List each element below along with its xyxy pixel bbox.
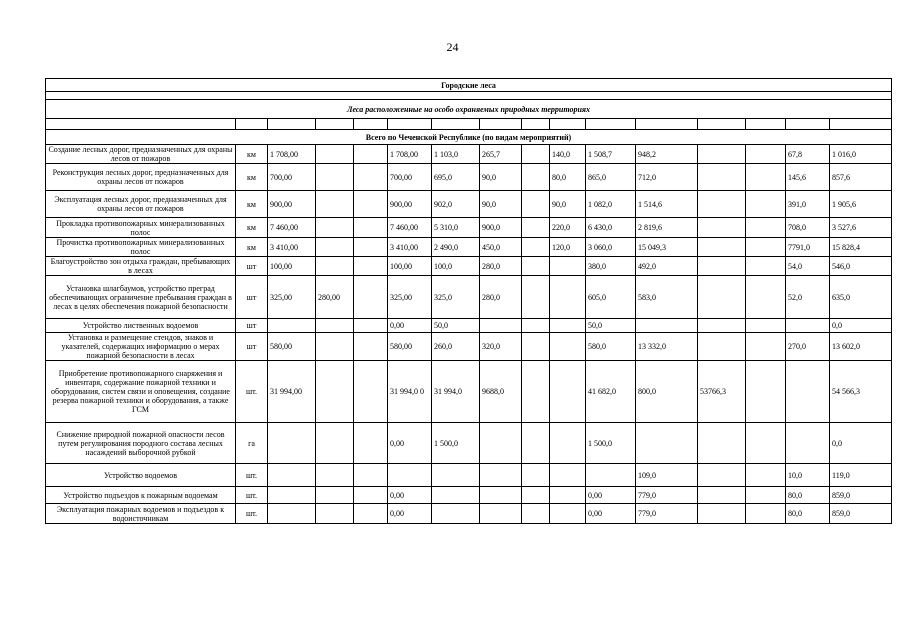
value-cell: 0,0 <box>830 319 892 333</box>
value-cell <box>550 361 586 423</box>
value-cell <box>354 276 388 319</box>
value-cell: 712,0 <box>636 164 698 191</box>
value-cell: 280,00 <box>316 276 354 319</box>
activity-name: Устройство подъездов к пожарным водоемам <box>46 487 236 504</box>
value-cell: 1 508,7 <box>586 145 636 164</box>
value-cell <box>354 333 388 361</box>
value-cell: 53766,3 <box>698 361 746 423</box>
value-cell <box>698 145 746 164</box>
value-cell <box>316 238 354 257</box>
value-cell <box>522 238 550 257</box>
value-cell <box>268 319 316 333</box>
value-cell <box>316 333 354 361</box>
value-cell <box>698 487 746 504</box>
value-cell <box>432 487 480 504</box>
value-cell: 1 082,0 <box>586 191 636 218</box>
value-cell: 1 708,00 <box>268 145 316 164</box>
value-cell <box>354 504 388 524</box>
activity-name: Установка шлагбаумов, устройство преград обеспечивающих ограничение пребывания граждан в лесах в целях обеспечения пожарной безопасности <box>46 276 236 319</box>
value-cell <box>316 145 354 164</box>
value-cell <box>698 276 746 319</box>
value-cell <box>746 164 786 191</box>
value-cell: 546,0 <box>830 257 892 276</box>
value-cell <box>522 218 550 238</box>
unit-cell: шт. <box>236 504 268 524</box>
value-cell: 10,0 <box>786 464 830 487</box>
value-cell: 3 060,0 <box>586 238 636 257</box>
value-cell: 800,0 <box>636 361 698 423</box>
unit-cell: км <box>236 238 268 257</box>
value-cell <box>354 257 388 276</box>
unit-cell: км <box>236 164 268 191</box>
value-cell <box>786 319 830 333</box>
value-cell: 605,0 <box>586 276 636 319</box>
value-cell <box>316 423 354 464</box>
value-cell <box>522 487 550 504</box>
value-cell <box>698 504 746 524</box>
value-cell <box>786 361 830 423</box>
value-cell <box>268 423 316 464</box>
value-cell <box>698 257 746 276</box>
activity-name: Благоустройство зон отдыха граждан, пребывающих в лесах <box>46 257 236 276</box>
value-cell: 90,0 <box>480 164 522 191</box>
activity-name: Снижение природной пожарной опасности лесов путем регулирования породного состава лесных насаждений выборочной рубкой <box>46 423 236 464</box>
section-title: Всего по Чеченской Республике (по видам мероприятий) <box>46 130 892 145</box>
value-cell: 15 049,3 <box>636 238 698 257</box>
value-cell <box>746 333 786 361</box>
value-cell: 90,0 <box>550 191 586 218</box>
value-cell <box>746 423 786 464</box>
value-cell: 100,00 <box>268 257 316 276</box>
value-cell: 325,0 <box>432 276 480 319</box>
value-cell <box>550 276 586 319</box>
unit-cell: шт. <box>236 487 268 504</box>
value-cell: 391,0 <box>786 191 830 218</box>
value-cell <box>316 361 354 423</box>
unit-cell: шт <box>236 276 268 319</box>
value-cell <box>316 257 354 276</box>
blank-row <box>46 92 892 100</box>
unit-cell: км <box>236 145 268 164</box>
value-cell <box>746 191 786 218</box>
value-cell: 3 410,00 <box>388 238 432 257</box>
value-cell: 3 527,6 <box>830 218 892 238</box>
value-cell <box>550 504 586 524</box>
value-cell <box>698 464 746 487</box>
value-cell: 80,0 <box>786 504 830 524</box>
value-cell: 15 828,4 <box>830 238 892 257</box>
value-cell: 700,00 <box>388 164 432 191</box>
value-cell: 900,00 <box>388 191 432 218</box>
value-cell: 380,0 <box>586 257 636 276</box>
value-cell <box>698 238 746 257</box>
value-cell <box>480 504 522 524</box>
value-cell: 0,00 <box>586 487 636 504</box>
value-cell <box>522 319 550 333</box>
value-cell <box>746 361 786 423</box>
value-cell <box>480 319 522 333</box>
value-cell: 3 410,00 <box>268 238 316 257</box>
value-cell: 0,00 <box>388 504 432 524</box>
value-cell: 779,0 <box>636 504 698 524</box>
empty-header-row <box>46 119 892 130</box>
value-cell <box>550 333 586 361</box>
table-row <box>46 164 892 191</box>
value-cell: 1 500,0 <box>586 423 636 464</box>
value-cell: 13 332,0 <box>636 333 698 361</box>
value-cell: 1 016,0 <box>830 145 892 164</box>
value-cell <box>636 423 698 464</box>
value-cell <box>388 464 432 487</box>
value-cell <box>268 504 316 524</box>
unit-cell: шт <box>236 257 268 276</box>
unit-cell: га <box>236 423 268 464</box>
activity-name: Устройство водоемов <box>46 464 236 487</box>
value-cell <box>746 145 786 164</box>
value-cell: 80,0 <box>786 487 830 504</box>
value-cell <box>354 218 388 238</box>
unit-cell: км <box>236 218 268 238</box>
value-cell: 7 460,00 <box>388 218 432 238</box>
table-row <box>46 361 892 423</box>
value-cell: 865,0 <box>586 164 636 191</box>
table-subtitle: Леса расположенные на особо охраняемых природных территориях <box>46 100 892 119</box>
value-cell <box>746 504 786 524</box>
value-cell <box>586 464 636 487</box>
value-cell <box>746 276 786 319</box>
value-cell <box>354 238 388 257</box>
value-cell: 7 460,00 <box>268 218 316 238</box>
value-cell: 31 994,00 <box>268 361 316 423</box>
value-cell: 119,0 <box>830 464 892 487</box>
value-cell: 450,0 <box>480 238 522 257</box>
value-cell <box>268 487 316 504</box>
table-title: Городские леса <box>46 79 892 92</box>
value-cell: 857,6 <box>830 164 892 191</box>
value-cell <box>480 487 522 504</box>
value-cell <box>746 319 786 333</box>
value-cell <box>522 423 550 464</box>
table-row <box>46 464 892 487</box>
value-cell <box>316 487 354 504</box>
value-cell <box>522 276 550 319</box>
value-cell <box>550 423 586 464</box>
value-cell: 31 994,0 <box>432 361 480 423</box>
value-cell: 948,2 <box>636 145 698 164</box>
value-cell: 50,0 <box>432 319 480 333</box>
value-cell <box>698 319 746 333</box>
table-row <box>46 276 892 319</box>
value-cell: 700,00 <box>268 164 316 191</box>
unit-cell: шт. <box>236 464 268 487</box>
activity-name: Реконструкция лесных дорог, предназначенных для охраны лесов от пожаров <box>46 164 236 191</box>
value-cell: 220,0 <box>550 218 586 238</box>
value-cell <box>550 464 586 487</box>
value-cell <box>432 464 480 487</box>
value-cell: 52,0 <box>786 276 830 319</box>
activity-name: Прочистка противопожарных минерализованных полос <box>46 238 236 257</box>
table-row <box>46 145 892 164</box>
activity-name: Прокладка противопожарных минерализованных полос <box>46 218 236 238</box>
value-cell: 100,0 <box>432 257 480 276</box>
value-cell: 1 500,0 <box>432 423 480 464</box>
value-cell <box>316 464 354 487</box>
value-cell: 0,00 <box>586 504 636 524</box>
value-cell <box>746 218 786 238</box>
value-cell <box>480 464 522 487</box>
value-cell: 54 566,3 <box>830 361 892 423</box>
value-cell: 0,00 <box>388 487 432 504</box>
value-cell: 120,0 <box>550 238 586 257</box>
value-cell: 280,0 <box>480 276 522 319</box>
value-cell: 5 310,0 <box>432 218 480 238</box>
activity-name: Установка и размещение стендов, знаков и указателей, содержащих информацию о мерах пожарной безопасности в лесах <box>46 333 236 361</box>
value-cell: 13 602,0 <box>830 333 892 361</box>
value-cell: 708,0 <box>786 218 830 238</box>
unit-cell: шт <box>236 333 268 361</box>
value-cell <box>432 504 480 524</box>
value-cell: 41 682,0 <box>586 361 636 423</box>
value-cell: 2 490,0 <box>432 238 480 257</box>
unit-cell: шт. <box>236 361 268 423</box>
value-cell: 902,0 <box>432 191 480 218</box>
value-cell: 859,0 <box>830 487 892 504</box>
value-cell: 325,00 <box>388 276 432 319</box>
value-cell <box>354 464 388 487</box>
unit-cell: км <box>236 191 268 218</box>
value-cell: 779,0 <box>636 487 698 504</box>
table-row <box>46 238 892 257</box>
value-cell <box>522 361 550 423</box>
table-row <box>46 191 892 218</box>
value-cell: 140,0 <box>550 145 586 164</box>
value-cell <box>636 319 698 333</box>
value-cell <box>522 333 550 361</box>
forest-measures-table <box>45 78 892 524</box>
value-cell <box>316 164 354 191</box>
value-cell <box>522 464 550 487</box>
value-cell <box>354 361 388 423</box>
value-cell: 7791,0 <box>786 238 830 257</box>
value-cell: 265,7 <box>480 145 522 164</box>
value-cell: 145,6 <box>786 164 830 191</box>
table-row <box>46 319 892 333</box>
value-cell <box>550 487 586 504</box>
value-cell: 900,00 <box>268 191 316 218</box>
value-cell: 260,0 <box>432 333 480 361</box>
value-cell <box>268 464 316 487</box>
value-cell: 859,0 <box>830 504 892 524</box>
value-cell: 492,0 <box>636 257 698 276</box>
value-cell: 80,0 <box>550 164 586 191</box>
value-cell: 90,0 <box>480 191 522 218</box>
value-cell <box>698 191 746 218</box>
value-cell <box>746 238 786 257</box>
table-row <box>46 423 892 464</box>
value-cell <box>354 164 388 191</box>
value-cell <box>316 504 354 524</box>
value-cell: 580,0 <box>586 333 636 361</box>
value-cell <box>316 191 354 218</box>
value-cell: 54,0 <box>786 257 830 276</box>
value-cell <box>746 487 786 504</box>
value-cell: 1 905,6 <box>830 191 892 218</box>
activity-name: Создание лесных дорог, предназначенных для охраны лесов от пожаров <box>46 145 236 164</box>
value-cell: 900,0 <box>480 218 522 238</box>
value-cell: 320,0 <box>480 333 522 361</box>
value-cell <box>786 423 830 464</box>
value-cell: 109,0 <box>636 464 698 487</box>
value-cell: 6 430,0 <box>586 218 636 238</box>
value-cell <box>522 145 550 164</box>
value-cell <box>746 464 786 487</box>
value-cell: 1 103,0 <box>432 145 480 164</box>
value-cell: 270,0 <box>786 333 830 361</box>
table-row <box>46 257 892 276</box>
value-cell <box>316 218 354 238</box>
value-cell <box>316 319 354 333</box>
value-cell: 580,00 <box>268 333 316 361</box>
activity-name: Приобретение противопожарного снаряжения и инвентаря, содержание пожарной техники и оборудования, систем связи и оповещения, создание резерва пожарной техники и оборудования, а также ГСМ <box>46 361 236 423</box>
value-cell: 2 819,6 <box>636 218 698 238</box>
value-cell: 31 994,0 0 <box>388 361 432 423</box>
value-cell: 0,0 <box>830 423 892 464</box>
value-cell <box>698 423 746 464</box>
value-cell <box>698 333 746 361</box>
value-cell <box>354 423 388 464</box>
value-cell <box>480 423 522 464</box>
unit-cell: шт <box>236 319 268 333</box>
value-cell <box>746 257 786 276</box>
value-cell: 0,00 <box>388 319 432 333</box>
value-cell <box>522 504 550 524</box>
value-cell: 325,00 <box>268 276 316 319</box>
value-cell: 1 514,6 <box>636 191 698 218</box>
value-cell <box>522 191 550 218</box>
value-cell <box>698 164 746 191</box>
table-row <box>46 487 892 504</box>
value-cell <box>522 164 550 191</box>
value-cell: 50,0 <box>586 319 636 333</box>
value-cell <box>698 218 746 238</box>
value-cell: 100,00 <box>388 257 432 276</box>
value-cell <box>522 257 550 276</box>
table-row <box>46 504 892 524</box>
activity-name: Эксплуатация пожарных водоемов и подъездов к водоисточникам <box>46 504 236 524</box>
value-cell <box>550 257 586 276</box>
table-row <box>46 333 892 361</box>
value-cell: 695,0 <box>432 164 480 191</box>
value-cell <box>354 191 388 218</box>
value-cell: 9688,0 <box>480 361 522 423</box>
value-cell: 0,00 <box>388 423 432 464</box>
activity-name: Устройство лиственных водоемов <box>46 319 236 333</box>
activity-name: Эксплуатация лесных дорог, предназначенных для охраны лесов от пожаров <box>46 191 236 218</box>
value-cell <box>550 319 586 333</box>
value-cell: 67,8 <box>786 145 830 164</box>
table-row <box>46 218 892 238</box>
value-cell: 280,0 <box>480 257 522 276</box>
value-cell: 1 708,00 <box>388 145 432 164</box>
page-number: 24 <box>446 40 459 54</box>
value-cell: 583,0 <box>636 276 698 319</box>
value-cell: 635,0 <box>830 276 892 319</box>
value-cell <box>354 145 388 164</box>
value-cell <box>354 487 388 504</box>
value-cell <box>354 319 388 333</box>
value-cell: 580,00 <box>388 333 432 361</box>
